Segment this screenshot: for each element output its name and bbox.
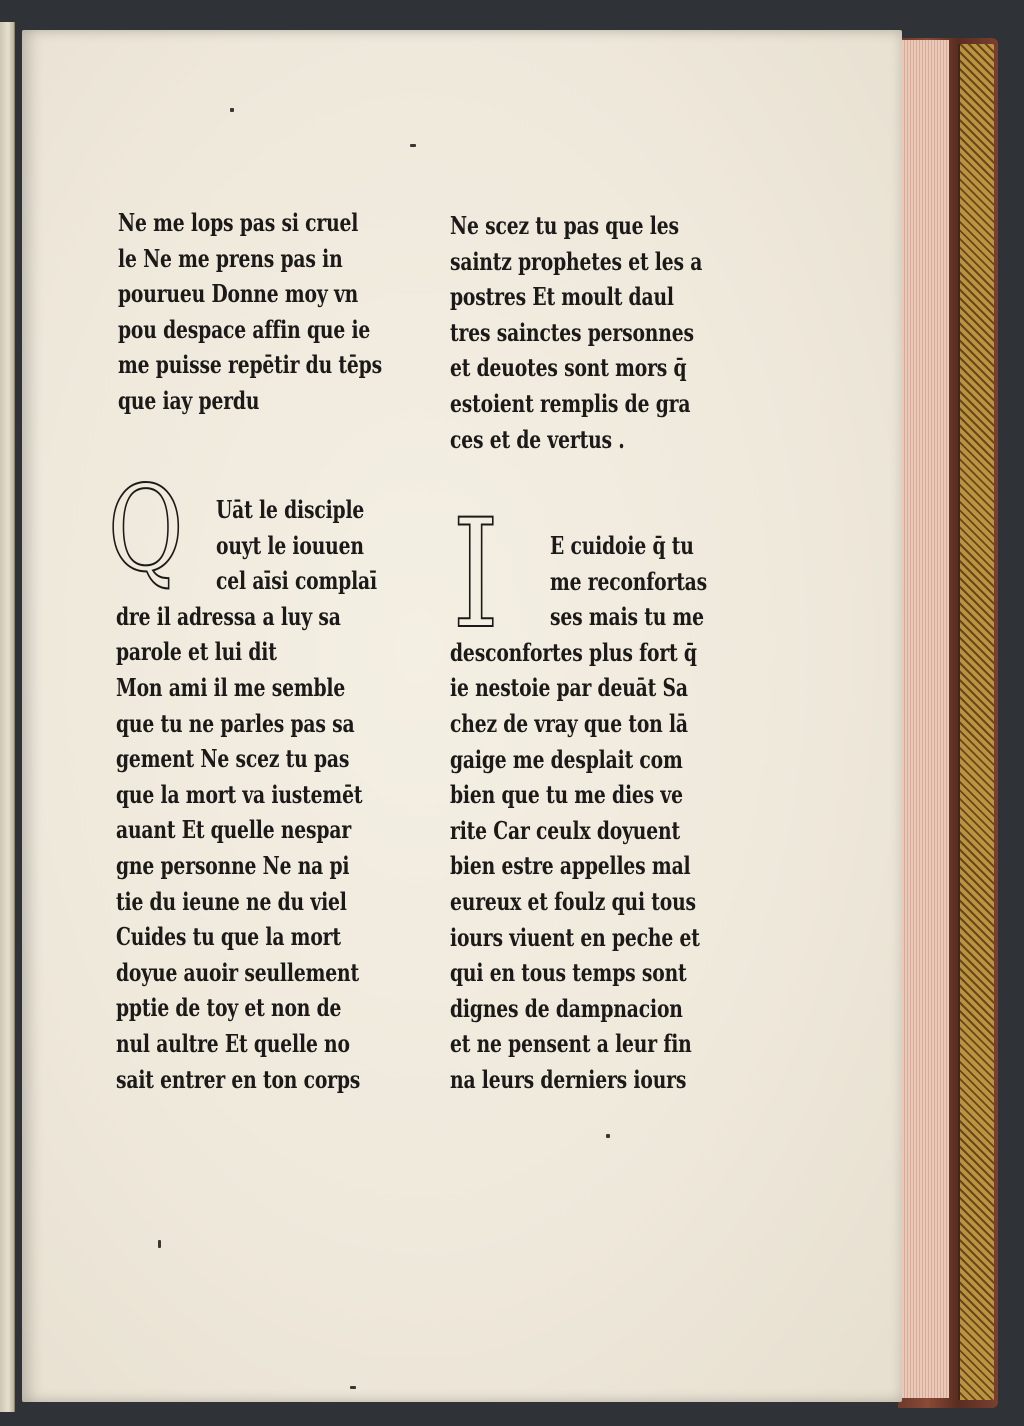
text-line: ses mais tu me (550, 602, 704, 632)
ink-mark (606, 1134, 610, 1138)
text-line: E cuidoie q̄ tu (550, 531, 694, 560)
ink-mark (410, 144, 416, 147)
right-column-bottom-text (450, 528, 770, 1098)
previous-page-edge (0, 22, 15, 1412)
text-line: eureux et foulz qui tous (450, 886, 696, 916)
text-line: et deuotes sont mors q̄ (450, 353, 687, 383)
text-line: tie du ieune ne du viel (116, 886, 347, 916)
text-line: me puisse repētir du tēps (118, 350, 382, 380)
text-line: gement Ne scez tu pas (116, 744, 350, 774)
text-line: et ne pensent a leur fin (450, 1029, 692, 1059)
text-line: estoient remplis de gra (450, 388, 691, 418)
decorated-initial-q: Q (108, 460, 184, 598)
text-line: gaige me desplait com (450, 744, 683, 774)
text-line: que iay perdu (118, 385, 260, 415)
text-line: rite Car ceulx doyuent (450, 815, 680, 845)
text-line: na leurs derniers iours (450, 1064, 687, 1094)
text-line: pptie de toy et non de (116, 993, 342, 1023)
text-line: dignes de dampnacion (450, 993, 683, 1023)
text-line: pou despace affin que ie (118, 314, 371, 344)
ink-mark (350, 1386, 356, 1389)
text-line: cel aīsi complaī (216, 566, 377, 596)
text-line: ie nestoie par deuāt Sa (450, 673, 688, 703)
text-line: gne personne Ne na pi (116, 850, 350, 880)
text-line: doyue auoir seullement (116, 957, 359, 987)
text-line: ces et de vertus . (450, 424, 625, 454)
left-column-top-text (118, 205, 456, 419)
text-line: qui en tous temps sont (450, 958, 687, 988)
text-line: pourueu Donne moy vn (118, 279, 359, 309)
text-line: Uāt le disciple (216, 495, 365, 524)
gilt-border-decoration (958, 44, 994, 1400)
text-line: que la mort va iustemēt (116, 779, 363, 809)
decorated-initial-i: I (452, 488, 500, 662)
text-line: Ne scez tu pas que les (450, 211, 679, 240)
right-column-top-text (450, 208, 773, 457)
text-line: sait entrer en ton corps (116, 1064, 361, 1094)
ink-mark (230, 108, 234, 112)
text-line: que tu ne parles pas sa (116, 708, 355, 738)
text-line: iours viuent en peche et (450, 922, 700, 952)
text-line: ouyt le iouuen (216, 530, 364, 560)
text-line: auant Et quelle nespar (116, 815, 352, 845)
text-line: bien que tu me dies ve (450, 780, 683, 810)
text-line: Cuides tu que la mort (116, 922, 341, 952)
text-line: parole et lui dit (116, 637, 277, 667)
ink-mark (158, 1240, 161, 1248)
text-line: chez de vray que ton lā (450, 708, 688, 738)
text-line: Mon ami il me semble (116, 672, 346, 702)
text-line: desconfortes plus fort q̄ (450, 637, 697, 667)
text-line: dre il adressa a luy sa (116, 601, 341, 631)
text-line: nul aultre Et quelle no (116, 1028, 350, 1058)
text-line: postres Et moult daul (450, 282, 674, 312)
text-line: tres sainctes personnes (450, 317, 694, 347)
text-line: bien estre appelles mal (450, 851, 691, 881)
text-line: saintz prophetes et les a (450, 246, 703, 276)
text-line: le Ne me prens pas in (118, 243, 343, 273)
text-line: me reconfortas (550, 566, 708, 596)
left-column-bottom-text (116, 492, 432, 1097)
text-line: Ne me lops pas si cruel (118, 208, 359, 237)
